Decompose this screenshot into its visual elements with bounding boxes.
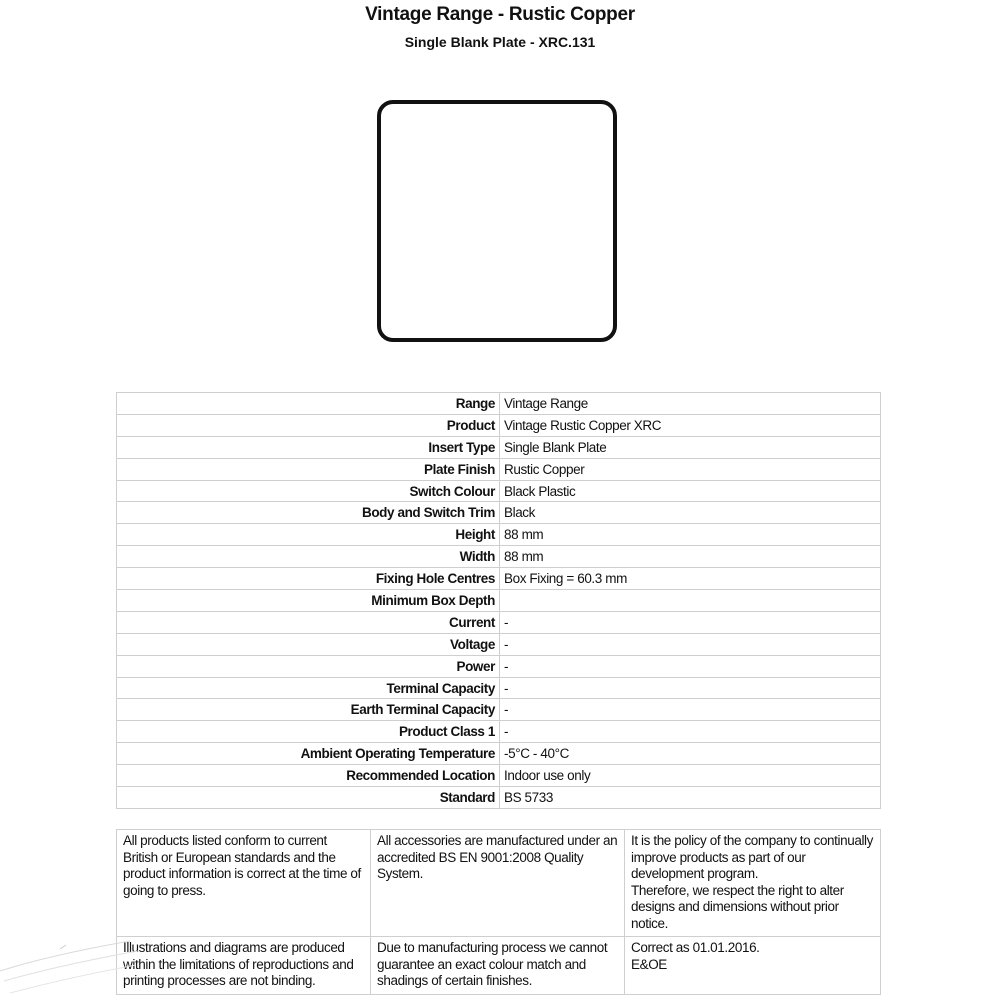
correctness-note [625, 937, 881, 995]
spec-label: Ambient Operating Temperature [117, 743, 500, 765]
spec-row-range [117, 393, 881, 415]
spec-label: Voltage [117, 633, 500, 655]
spec-row-earth-terminal-capacity [117, 699, 881, 721]
spec-row-switch-colour [117, 480, 881, 502]
spec-value: Rustic Copper [500, 458, 881, 480]
spec-value: - [500, 721, 881, 743]
spec-label: Height [117, 524, 500, 546]
spec-row-terminal-capacity [117, 677, 881, 699]
spec-value: 88 mm [500, 546, 881, 568]
spec-value: - [500, 655, 881, 677]
colour-match-note: Due to manufacturing process we cannot guarantee an exact colour match and shadings of certain finishes. [371, 937, 625, 995]
spec-row-minimum-box-depth [117, 590, 881, 612]
spec-label: Minimum Box Depth [117, 590, 500, 612]
spec-row-voltage [117, 633, 881, 655]
standards-note: All products listed conform to current British or European standards and the product information is correct at the time of going to press. [117, 830, 371, 937]
spec-label: Recommended Location [117, 765, 500, 787]
spec-value: Single Blank Plate [500, 436, 881, 458]
spec-row-current [117, 611, 881, 633]
spec-row-power [117, 655, 881, 677]
spec-label: Body and Switch Trim [117, 502, 500, 524]
spec-label: Insert Type [117, 436, 500, 458]
spec-label: Range [117, 393, 500, 415]
spec-row-standard [117, 787, 881, 809]
document-title: Vintage Range - Rustic Copper [365, 4, 635, 25]
spec-value: - [500, 633, 881, 655]
spec-label: Plate Finish [117, 458, 500, 480]
disclaimer-row [117, 937, 881, 995]
spec-row-product [117, 414, 881, 436]
spec-value: Box Fixing = 60.3 mm [500, 568, 881, 590]
spec-label: Fixing Hole Centres [117, 568, 500, 590]
spec-value: 88 mm [500, 524, 881, 546]
spec-label: Terminal Capacity [117, 677, 500, 699]
spec-row-recommended-location [117, 765, 881, 787]
quality-note: All accessories are manufactured under an accredited BS EN 9001:2008 Quality System. [371, 830, 625, 937]
spec-row-ambient-temperature [117, 743, 881, 765]
spec-row-product-class [117, 721, 881, 743]
spec-row-insert-type [117, 436, 881, 458]
spec-value: Black Plastic [500, 480, 881, 502]
spec-row-plate-finish [117, 458, 881, 480]
rights-note-text: Therefore, we respect the right to alter designs and dimensions without prior notice. [631, 882, 844, 931]
illustrations-note: Illustrations and diagrams are produced within the limitations of reproductions and printing processes are not binding. [117, 937, 371, 995]
spec-value: BS 5733 [500, 787, 881, 809]
spec-value: Indoor use only [500, 765, 881, 787]
spec-label: Width [117, 546, 500, 568]
spec-value: Black [500, 502, 881, 524]
spec-row-body-trim [117, 502, 881, 524]
spec-value: - [500, 677, 881, 699]
spec-value: Vintage Range [500, 393, 881, 415]
spec-label: Product [117, 414, 500, 436]
spec-label: Earth Terminal Capacity [117, 699, 500, 721]
blank-plate-illustration [377, 100, 617, 342]
spec-value: -5°C - 40°C [500, 743, 881, 765]
eoe-note: E&OE [631, 956, 667, 972]
spec-value: Vintage Rustic Copper XRC [500, 414, 881, 436]
spec-label: Power [117, 655, 500, 677]
policy-note [625, 830, 881, 937]
spec-row-height [117, 524, 881, 546]
spec-label: Standard [117, 787, 500, 809]
correct-as-date: Correct as 01.01.2016. [631, 940, 760, 955]
document-subtitle: Single Blank Plate - XRC.131 [404, 34, 596, 50]
spec-row-fixing-hole-centres [117, 568, 881, 590]
spec-row-width [117, 546, 881, 568]
spec-value: - [500, 611, 881, 633]
spec-label: Switch Colour [117, 480, 500, 502]
spec-value: - [500, 699, 881, 721]
policy-note-text: It is the policy of the company to continually improve products as part of our development program. [631, 833, 873, 881]
spec-label: Current [117, 611, 500, 633]
disclaimer-table [116, 829, 881, 995]
disclaimer-row [117, 830, 881, 937]
spec-label: Product Class 1 [117, 721, 500, 743]
decorative-sweep-lines [0, 935, 140, 1000]
spec-value [500, 590, 881, 612]
specification-table [116, 392, 881, 809]
